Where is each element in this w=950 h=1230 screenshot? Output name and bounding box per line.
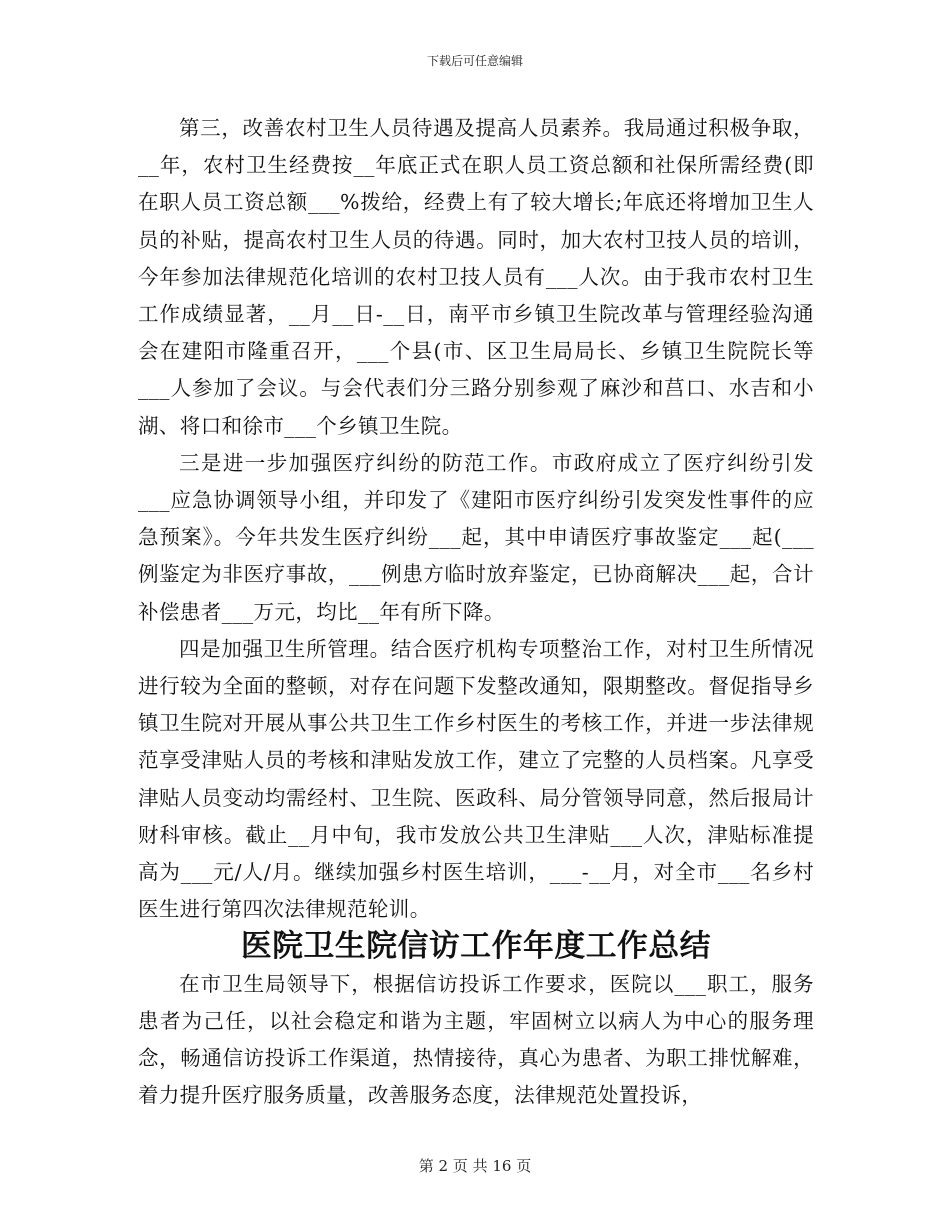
- page-number: 第 2 页 共 16 页: [418, 1157, 532, 1175]
- paragraph-clinic-management: 四是加强卫生所管理。结合医疗机构专项整治工作，对村卫生所情况进行较为全面的整顿，对存在问题下发整改通知，限期整改。督促指导乡镇卫生院对开展从事公共卫生工作乡村医生的考核工作，并进一步法律规范享受津贴人员的考核和津贴发放工作，建立了完整的人员档案。凡享受津贴人员变动均需经村、卫生院、医政科、局分管领导同意，然后报局计财科审核。截止__月中旬，我市发放公共卫生津贴___人次，津贴标准提高为___元/人/月。继续加强乡村医生培训，___-__月，对全市___名乡村医生进行第四次法律规范轮训。: [138, 636, 814, 922]
- paragraph-rural-health-staff: 第三，改善农村卫生人员待遇及提高人员素养。我局通过积极争取，__年，农村卫生经费按__年底正式在职人员工资总额和社保所需经费(即在职人员工资总额___%拨给，经费上有了较大增长;年底还将增加卫生人员的补贴，提高农村卫生人员的待遇。同时，加大农村卫技人员的培训，今年参加法律规范化培训的农村卫技人员有___人次。由于我市农村卫生工作成绩显著，__月__日-__日，南平市乡镇卫生院改革与管理经验沟通会在建阳市隆重召开，___个县(市、区卫生局局长、乡镇卫生院院长等___人参加了会议。与会代表们分三路分别参观了麻沙和莒口、水吉和小湖、将口和徐市___个乡镇卫生院。: [138, 116, 814, 438]
- page-header-note: 下载后可任意编辑: [426, 54, 523, 68]
- paragraph-medical-disputes: 三是进一步加强医疗纠纷的防范工作。市政府成立了医疗纠纷引发___应急协调领导小组，并印发了《建阳市医疗纠纷引发突发性事件的应急预案》。今年共发生医疗纠纷___起，其中申请医疗事故鉴定___起(___例鉴定为非医疗事故，___例患方临时放弃鉴定，已协商解决___起，合计补偿患者___万元，均比__年有所下降。: [138, 450, 814, 624]
- paragraph-petition-work: 在市卫生局领导下，根据信访投诉工作要求，医院以___职工，服务患者为己任，以社会稳定和谐为主题，牢固树立以病人为中心的服务理念，畅通信访投诉工作渠道，热情接待，真心为患者、为职工排忧解难，着力提升医疗服务质量，改善服务态度，法律规范处置投诉，: [138, 971, 814, 1108]
- section-title: 医院卫生院信访工作年度工作总结: [240, 928, 712, 965]
- document-body: [138, 110, 814, 1114]
